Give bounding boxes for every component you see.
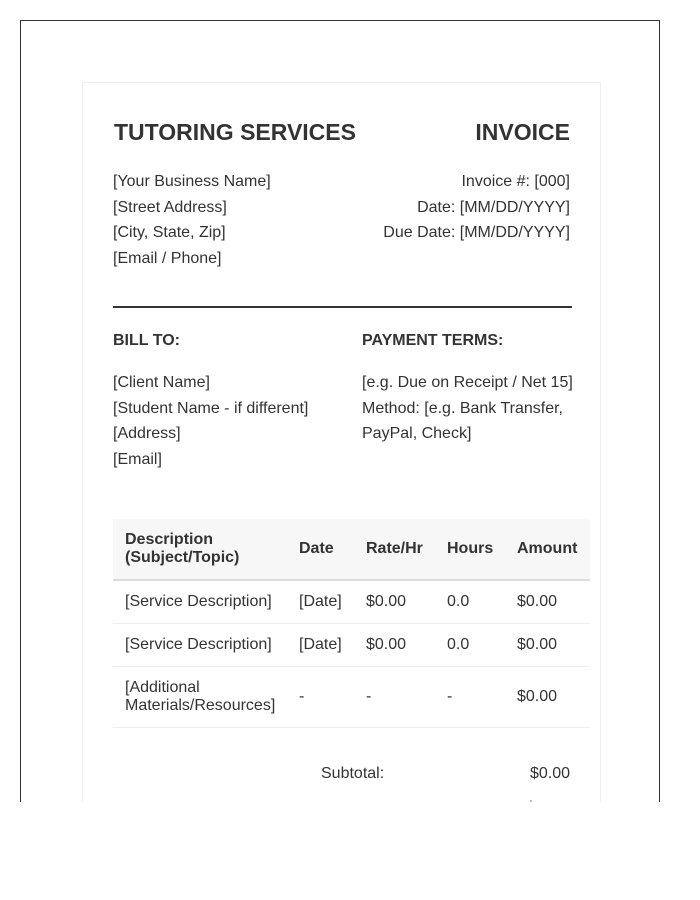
header-divider (113, 306, 572, 308)
cutoff-mark (530, 800, 532, 802)
table-header-row (113, 519, 590, 580)
cell-description: [Service Description] (113, 580, 287, 624)
payment-terms-block (362, 370, 577, 447)
cell-rate: $0.00 (354, 624, 435, 667)
payment-terms-heading: PAYMENT TERMS: (362, 332, 504, 349)
table-row (113, 624, 590, 667)
line-items-table (113, 519, 590, 728)
invoice-title: INVOICE (475, 119, 570, 145)
cell-hours: - (435, 667, 505, 728)
table-row (113, 667, 590, 728)
client-email: [Email] (113, 451, 162, 469)
cell-date: [Date] (287, 580, 354, 624)
subtotal-value: $0.00 (529, 765, 570, 782)
payment-method-text: Method: [e.g. Bank Transfer, PayPal, Check] (362, 399, 563, 443)
invoice-due-date: Due Date: [MM/DD/YYYY] (383, 224, 570, 242)
cell-description: [Service Description] (113, 624, 287, 667)
business-street: [Street Address] (113, 198, 227, 216)
cell-amount: $0.00 (505, 667, 590, 728)
bill-to-heading: BILL TO: (113, 332, 180, 349)
col-amount: Amount (505, 519, 590, 580)
cell-date: - (287, 667, 354, 728)
business-contact: [Email / Phone] (113, 250, 222, 268)
cell-hours: 0.0 (435, 580, 505, 624)
bill-to-block (113, 370, 308, 473)
client-address: [Address] (113, 425, 181, 443)
business-city: [City, State, Zip] (113, 224, 226, 242)
col-description: Description (Subject/Topic) (113, 519, 287, 580)
cell-amount: $0.00 (505, 580, 590, 624)
invoice-number: Invoice #: [000] (461, 173, 570, 190)
cell-hours: 0.0 (435, 624, 505, 667)
document-frame (20, 20, 660, 802)
student-name: [Student Name - if different] (113, 399, 309, 417)
business-name: [Your Business Name] (113, 173, 271, 190)
business-title: TUTORING SERVICES (114, 119, 356, 145)
cell-rate: $0.00 (354, 580, 435, 624)
cell-date: [Date] (287, 624, 354, 667)
invoice-date: Date: [MM/DD/YYYY] (417, 198, 570, 216)
business-info (113, 169, 271, 272)
cell-rate: - (354, 667, 435, 728)
invoice-page (82, 82, 601, 802)
cell-description: [Additional Materials/Resources] (113, 667, 287, 728)
client-name: [Client Name] (113, 374, 210, 391)
invoice-meta (383, 169, 570, 246)
col-date: Date (287, 519, 354, 580)
col-rate: Rate/Hr (354, 519, 435, 580)
table-row (113, 580, 590, 624)
subtotal-label: Subtotal: (321, 765, 385, 782)
payment-terms-text: [e.g. Due on Receipt / Net 15] (362, 374, 573, 391)
col-hours: Hours (435, 519, 505, 580)
cell-amount: $0.00 (505, 624, 590, 667)
